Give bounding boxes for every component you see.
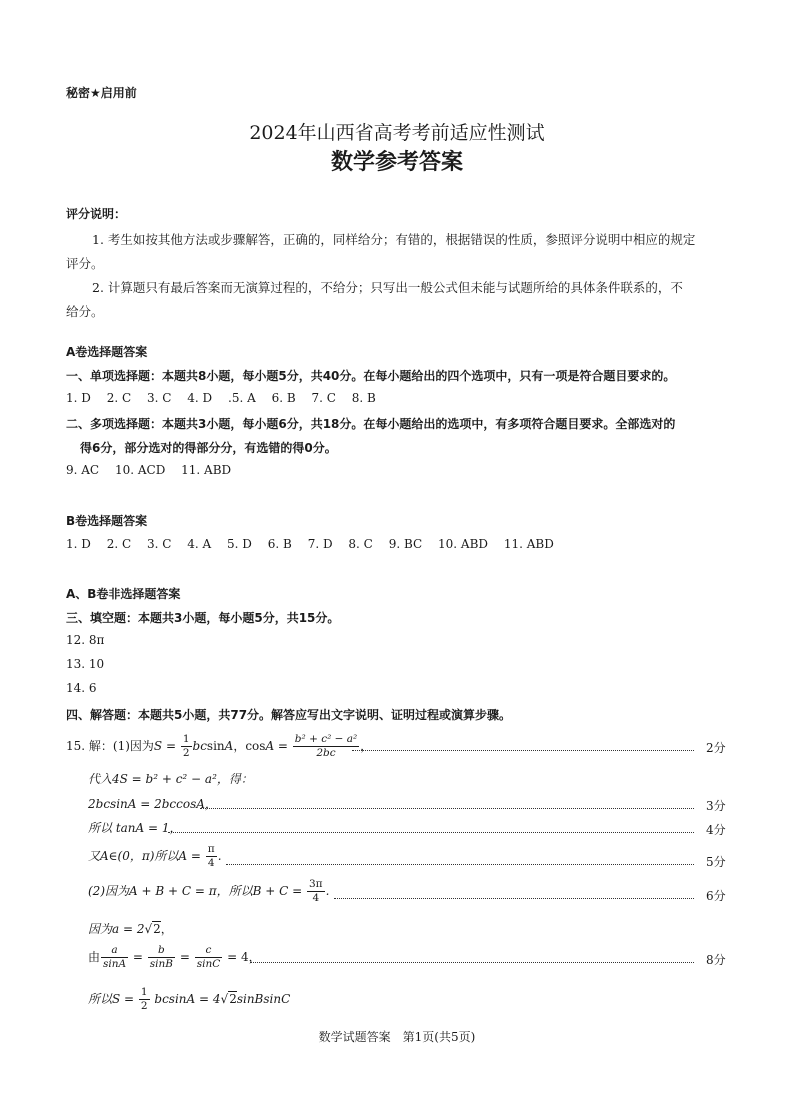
- solve-heading: 四、解答题：本题共5小题，共77分。解答应写出文字说明、证明过程或演算步骤。: [66, 708, 512, 722]
- fraction-denominator: 4: [207, 857, 215, 869]
- answer-item: 4. A: [187, 537, 212, 551]
- q15-line-5: [88, 843, 222, 870]
- q15-l5-end: .: [217, 849, 222, 863]
- answer-item: 1. D: [66, 537, 91, 551]
- q15-line-7: 因为a = 2√2，: [88, 922, 173, 936]
- q15-end: ，: [360, 739, 373, 753]
- b-over-sinb: [148, 944, 175, 971]
- q15-l8-eq2: =: [176, 950, 194, 964]
- q15-l6-prefix: (2)因为A + B + C = π，所以B + C =: [88, 884, 306, 898]
- fraction-numerator: b² + c² − a²: [294, 733, 358, 745]
- q15-line-8: [88, 944, 261, 971]
- answer-item: 11. ABD: [503, 537, 554, 551]
- sqrt-radicand: 2: [229, 992, 237, 1006]
- answer-item: 7. D: [307, 537, 333, 551]
- q15-eq2: =: [274, 739, 292, 753]
- leader-dots: [352, 750, 694, 751]
- fraction-denominator: 2: [182, 747, 190, 759]
- sqrt-radicand: 2: [153, 922, 161, 936]
- fraction-numerator: π: [207, 843, 215, 855]
- fraction-denominator: sinC: [196, 958, 221, 970]
- answer-item: 9. BC: [388, 537, 423, 551]
- answer-title: 数学参考答案: [330, 150, 463, 175]
- score-6: 6分: [706, 889, 726, 903]
- q15-line-3: 2bcsinA = 2bccosA，: [88, 797, 217, 811]
- answer-item: 8. C: [348, 537, 373, 551]
- fill-answer-13: 13. 10: [66, 657, 105, 671]
- answer-item: .5. A: [228, 391, 256, 405]
- q15-l9-mid: bcsinA = 4: [150, 992, 221, 1006]
- q15-l8-prefix: 由: [88, 950, 101, 964]
- q15-l8-eq: =: [129, 950, 147, 964]
- answer-item: 1. D: [66, 391, 91, 405]
- leader-dots: [250, 962, 694, 963]
- answer-item: 7. C: [311, 391, 336, 405]
- q15-eq: =: [162, 739, 180, 753]
- exam-title: 2024年山西省高考考前适应性测试: [249, 122, 545, 144]
- q15-line-1: [66, 733, 372, 760]
- multi-choice-heading-line-2: 得6分，部分选对的得部分分，有选错的得0分。: [80, 441, 337, 455]
- score-4: 4分: [706, 823, 726, 837]
- leader-dots: [168, 832, 694, 833]
- score-5: 5分: [706, 855, 726, 869]
- answer-item: 11. ABD: [181, 463, 232, 477]
- q15-s: S: [153, 739, 163, 753]
- fill-answer-14: 14. 6: [66, 681, 97, 695]
- score-2: 2分: [706, 741, 726, 755]
- q15-cos: ，cos: [233, 739, 266, 753]
- fraction-numerator: b: [148, 944, 175, 958]
- grading-item-1-line-1: 1. 考生如按其他方法或步骤解答，正确的，同样给分；有错的，根据错误的性质，参照评分说明中相应的规定: [92, 232, 696, 247]
- fraction-numerator: 3π: [308, 878, 323, 890]
- answer-item: 9. AC: [66, 463, 100, 477]
- fill-answer-12: 12. 8π: [66, 633, 105, 647]
- answer-item: 3. C: [147, 391, 172, 405]
- fill-heading: 三、填空题：本题共3小题，每小题5分，共15分。: [66, 611, 340, 625]
- answer-item: 8. B: [351, 391, 376, 405]
- q15-bc: bc: [192, 739, 207, 753]
- page-footer: 数学试题答案 第1页(共5页): [318, 1030, 476, 1044]
- multi-choice-heading-line-1: 二、多项选择题：本题共3小题，每小题6分，共18分。在每小题给出的选项中，有多项符合题目要求。全部选对的: [66, 417, 676, 431]
- fraction-denominator: 2bc: [316, 747, 336, 759]
- leader-dots: [334, 898, 694, 899]
- cos-fraction: [293, 733, 359, 760]
- single-choice-answers: [66, 391, 388, 405]
- answer-item: 5. D: [227, 537, 252, 551]
- grading-item-1-line-2: 评分。: [66, 256, 104, 271]
- q15-l5-prefix: 又A∈(0，π)所以A =: [88, 849, 205, 863]
- q15-line-4: 所以 tanA = 1，: [88, 821, 182, 835]
- fraction-denominator: 4: [312, 892, 320, 904]
- q15-line-6: [88, 878, 329, 905]
- fraction-numerator: 1: [182, 733, 190, 745]
- paper-b-heading: B卷选择题答案: [66, 514, 148, 528]
- grading-item-2-line-2: 给分。: [66, 304, 104, 319]
- q15-prefix: 15. 解：(1)因为: [66, 739, 154, 753]
- answer-item: 2. C: [106, 391, 132, 405]
- fraction-denominator: sinB: [149, 958, 174, 970]
- q15-l7-prefix: 因为a = 2: [88, 922, 145, 936]
- fraction-numerator: 1: [140, 986, 148, 998]
- paper-a-heading: A卷选择题答案: [66, 345, 148, 359]
- fraction-numerator: a: [101, 944, 128, 958]
- q15-l8-end: = 4，: [223, 950, 261, 964]
- fraction-numerator: c: [195, 944, 223, 958]
- c-over-sinc: [195, 944, 223, 971]
- nonchoice-heading: A、B卷非选择题答案: [66, 587, 181, 601]
- fraction-denominator: sinA: [103, 958, 127, 970]
- leader-dots: [226, 864, 694, 865]
- q15-a2: A: [265, 739, 275, 753]
- three-pi-fraction: [307, 878, 325, 905]
- a-over-sina: [101, 944, 128, 971]
- grading-heading: 评分说明：: [66, 207, 127, 221]
- q15-a: A: [224, 739, 234, 753]
- secret-label: 秘密★启用前: [66, 86, 137, 100]
- answer-item: 10. ABD: [438, 537, 489, 551]
- half-fraction: [181, 733, 192, 760]
- single-choice-heading: 一、单项选择题：本题共8小题，每小题5分，共40分。在每小题给出的四个选项中，只有一项是符合题目要求的。: [66, 369, 676, 383]
- leader-dots: [200, 808, 694, 809]
- q15-sin: sin: [206, 739, 225, 753]
- fraction-denominator: 2: [140, 1000, 148, 1012]
- q15-l6-end: .: [325, 884, 330, 898]
- answer-item: 3. C: [147, 537, 172, 551]
- answer-item: 10. ACD: [114, 463, 166, 477]
- q15-line-9: 所以S = $\frac{1}{2}$ bcsinA = 4√2sinBsinC: [88, 986, 291, 1012]
- q15-line-2: 代入4S = b² + c² − a²，得：: [88, 772, 253, 786]
- answer-item: 2. C: [106, 537, 132, 551]
- grading-item-2-line-1: 2. 计算题只有最后答案而无演算过程的，不给分；只写出一般公式但未能与试题所给的具体条件联系的，不: [92, 280, 683, 295]
- q15-l9-end: sinBsinC: [236, 992, 291, 1006]
- answer-item: 4. D: [187, 391, 213, 405]
- q15-l7-end: ，: [160, 922, 173, 936]
- answer-item: 6. B: [267, 537, 292, 551]
- answer-item: 6. B: [271, 391, 296, 405]
- multi-choice-answers: [66, 463, 243, 477]
- score-3: 3分: [706, 799, 726, 813]
- q15-l9-prefix: 所以S =: [88, 992, 138, 1006]
- paper-b-answers: [66, 537, 566, 551]
- pi-fraction: [206, 843, 217, 870]
- half-fraction: [139, 986, 150, 1013]
- score-8: 8分: [706, 953, 726, 967]
